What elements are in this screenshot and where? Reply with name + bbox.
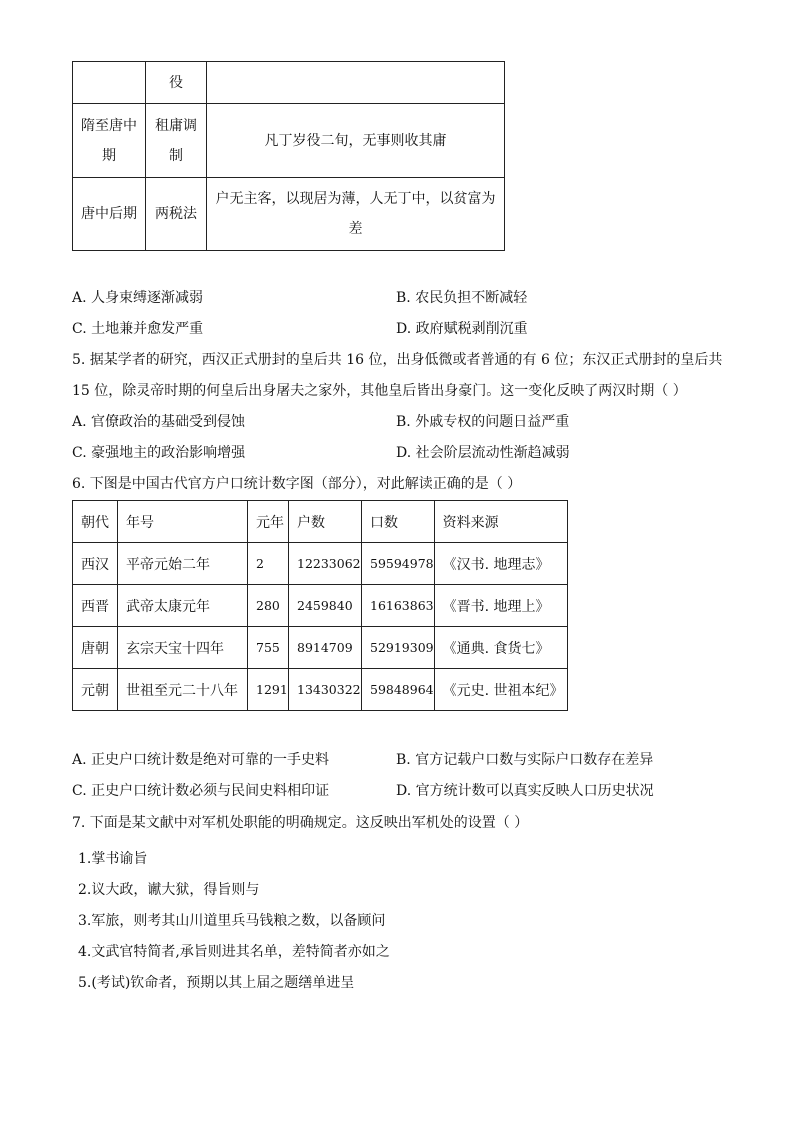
table-cell (207, 62, 505, 104)
cell-text: 户无主客，以现居为薄，人无丁中，以贫富为差 (215, 191, 496, 237)
table-cell: 8914709 (289, 627, 362, 669)
q7-item-4: 4.文武官特简者,承旨则进其名单，差特简者亦如之 (78, 944, 390, 960)
table-row (73, 543, 568, 585)
q7-item-2: 2.议大政，谳大狱，得旨则与 (78, 882, 260, 898)
table-cell: 西晋 (73, 585, 118, 627)
table-cell: 凡丁岁役二旬，无事则收其庸 (207, 104, 505, 178)
table-cell: 元朝 (73, 669, 118, 711)
table-row (73, 178, 505, 251)
q5-option-b: B. 外戚专权的问题日益严重 (396, 414, 570, 430)
q5-stem-line-1: 5. 据某学者的研究，西汉正式册封的皇后共 16 位，出身低微或者普通的有 6 位；东汉正式册封的皇后共 (72, 352, 723, 368)
table-cell (73, 104, 146, 178)
table-cell: 西汉 (73, 543, 118, 585)
table-cell: 280 (248, 585, 289, 627)
table-cell (73, 62, 146, 104)
header-population: 口数 (362, 501, 435, 543)
table-row (73, 62, 505, 104)
q6-option-c: C. 正史户口统计数必须与民间史料相印证 (72, 783, 330, 799)
q4-option-d: D. 政府赋税剥削沉重 (396, 321, 528, 337)
table-cell: 《元史. 世祖本纪》 (434, 669, 567, 711)
cell-text: 租庸调制 (155, 117, 197, 164)
q6-stem: 6. 下图是中国古代官方户口统计数字图（部分），对此解读正确的是（ ） (72, 476, 522, 492)
table-cell: 2 (248, 543, 289, 585)
q4-option-b: B. 农民负担不断减轻 (396, 290, 528, 306)
header-era: 年号 (118, 501, 248, 543)
q6-option-b: B. 官方记载户口数与实际户口数存在差异 (396, 752, 654, 768)
table-cell: 《汉书. 地理志》 (434, 543, 567, 585)
table-cell: 52919309 (362, 627, 435, 669)
table-cell: 武帝太康元年 (118, 585, 248, 627)
table-cell: 755 (248, 627, 289, 669)
tax-system-table (72, 61, 505, 251)
header-source: 资料来源 (434, 501, 567, 543)
table-cell: 1291 (248, 669, 289, 711)
table-header-row (73, 501, 568, 543)
table-cell: 世祖至元二十八年 (118, 669, 248, 711)
q7-item-1: 1.掌书谕旨 (78, 851, 148, 867)
q4-option-c: C. 土地兼并愈发严重 (72, 321, 204, 337)
table-cell: 2459840 (289, 585, 362, 627)
table-cell (146, 104, 207, 178)
table-row (73, 585, 568, 627)
table-cell: 玄宗天宝十四年 (118, 627, 248, 669)
q5-option-a: A. 官僚政治的基础受到侵蚀 (72, 414, 246, 430)
table-cell: 59594978 (362, 543, 435, 585)
cell-text: 隋至唐中期 (81, 117, 137, 164)
table-row (73, 627, 568, 669)
table-cell: 唐中后期 (73, 178, 146, 251)
table-cell: 《晋书. 地理上》 (434, 585, 567, 627)
header-year: 元年 (248, 501, 289, 543)
table-cell: 13430322 (289, 669, 362, 711)
header-dynasty: 朝代 (73, 501, 118, 543)
q7-stem: 7. 下面是某文献中对军机处职能的明确规定。这反映出军机处的设置（ ） (72, 815, 529, 831)
table-cell: 役 (146, 62, 207, 104)
table-cell: 平帝元始二年 (118, 543, 248, 585)
table-row (73, 104, 505, 178)
q7-item-5: 5.(考试)钦命者，预期以其上届之题缮单进呈 (78, 975, 355, 991)
table-cell: 12233062 (289, 543, 362, 585)
header-households: 户数 (289, 501, 362, 543)
q6-option-a: A. 正史户口统计数是绝对可靠的一手史料 (72, 752, 330, 768)
table-row (73, 669, 568, 711)
q4-option-a: A. 人身束缚逐渐减弱 (72, 290, 204, 306)
q5-stem-line-2: 15 位，除灵帝时期的何皇后出身屠夫之家外，其他皇后皆出身豪门。这一变化反映了两汉时期（ ） (72, 383, 687, 399)
q5-option-c: C. 豪强地主的政治影响增强 (72, 445, 246, 461)
table-cell: 59848964 (362, 669, 435, 711)
table-cell: 16163863 (362, 585, 435, 627)
q5-option-d: D. 社会阶层流动性渐趋减弱 (396, 445, 570, 461)
household-census-table (72, 500, 568, 711)
table-cell: 《通典. 食货七》 (434, 627, 567, 669)
table-cell (207, 178, 505, 251)
table-cell: 两税法 (146, 178, 207, 251)
q7-item-3: 3.军旅，则考其山川道里兵马钱粮之数，以备顾问 (78, 913, 386, 929)
table-cell: 唐朝 (73, 627, 118, 669)
q6-option-d: D. 官方统计数可以真实反映人口历史状况 (396, 783, 654, 799)
